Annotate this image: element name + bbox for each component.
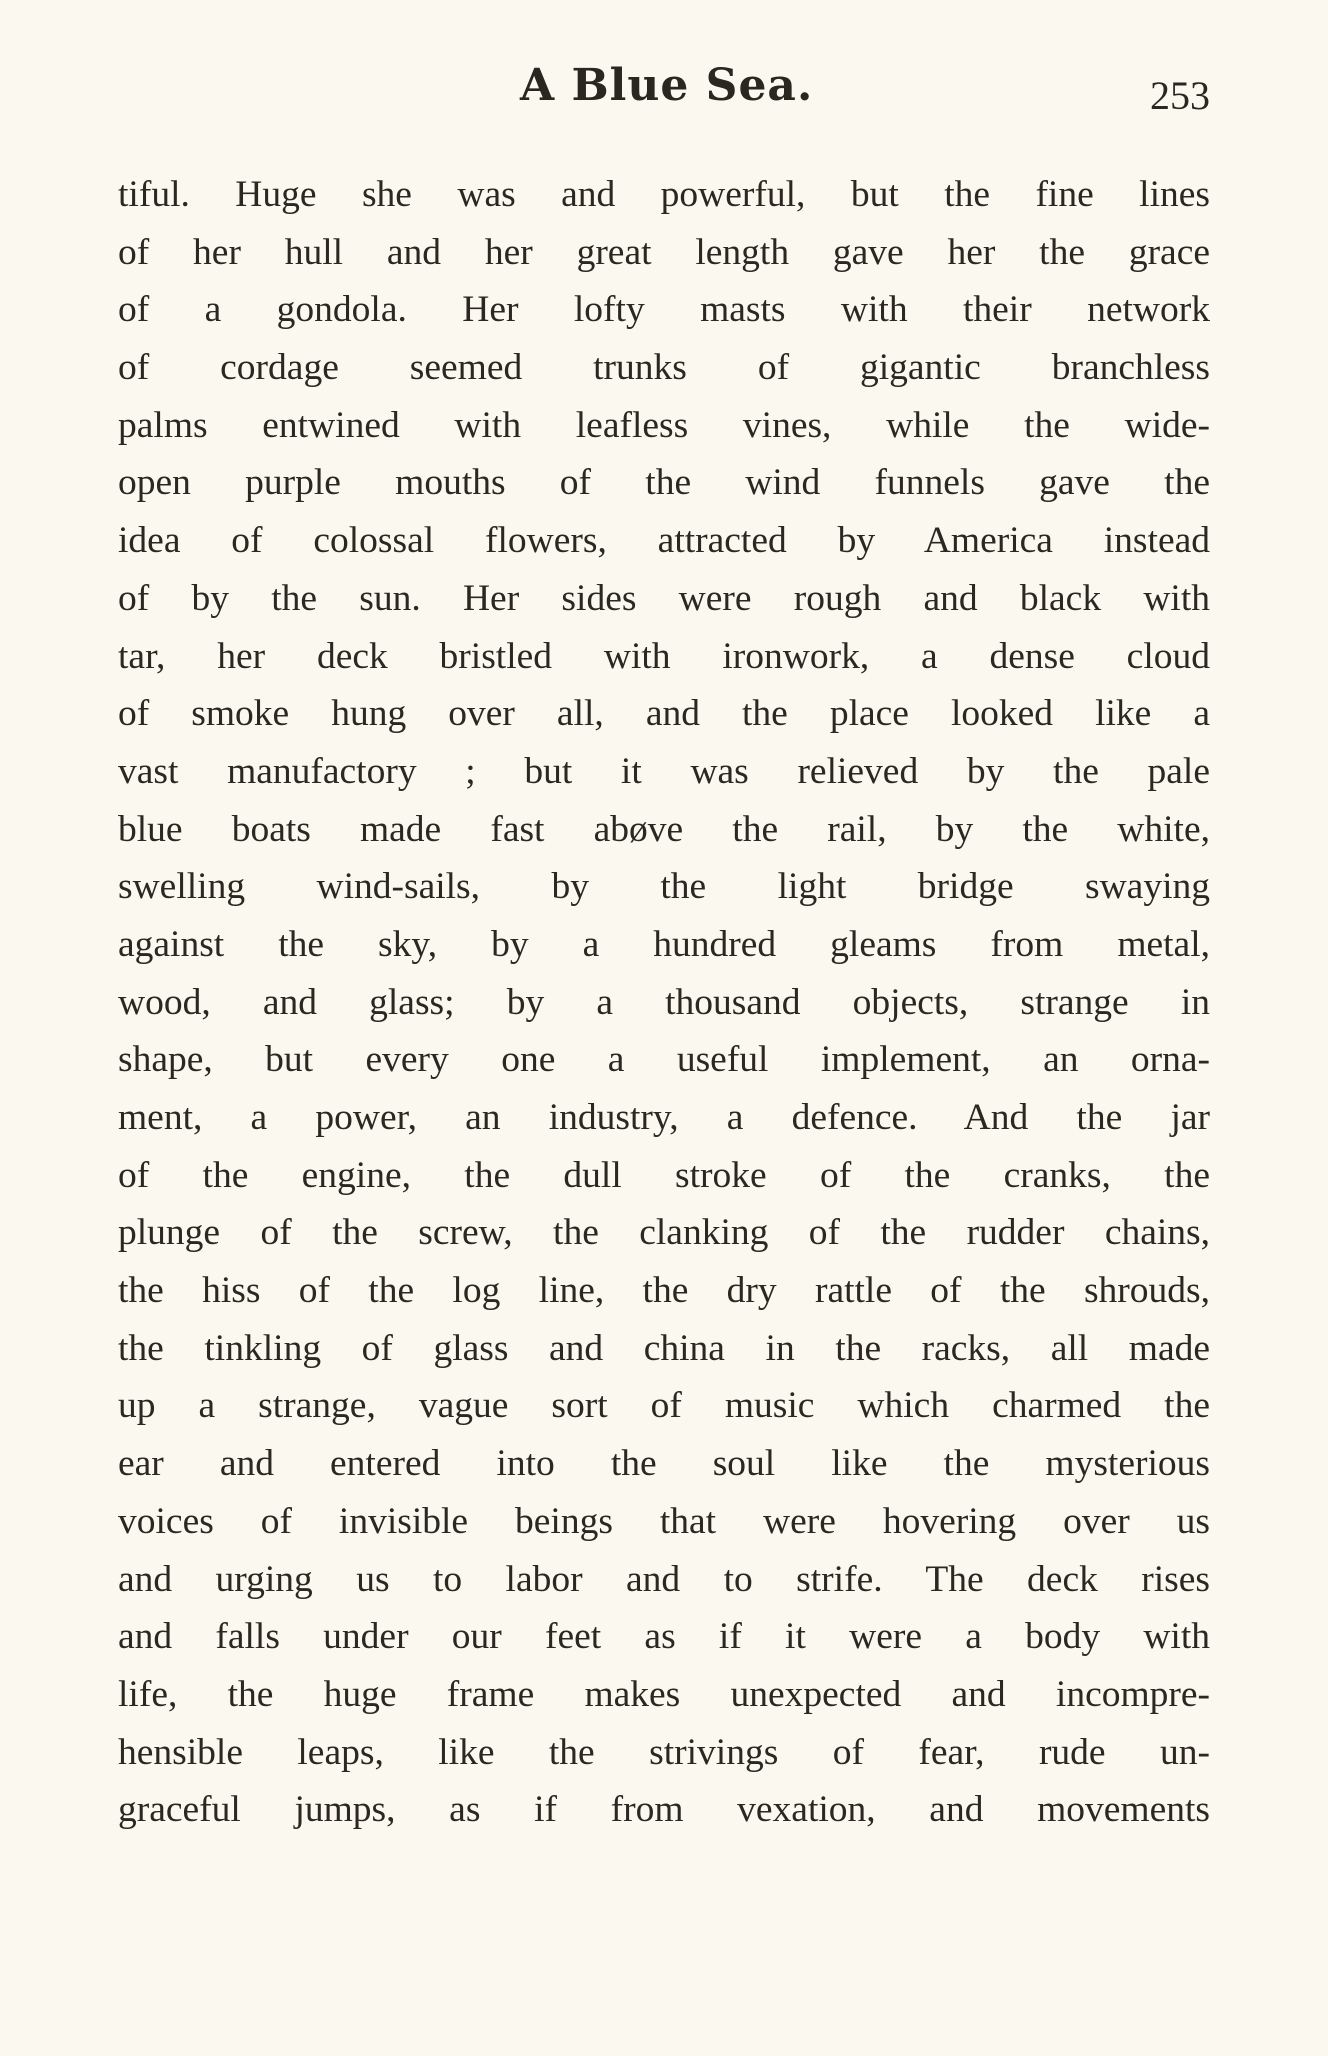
running-head [0, 60, 1328, 130]
text-line: of by the sun. Her sides were rough and black with [118, 577, 1210, 619]
text-line: of smoke hung over all, and the place looked like a [118, 693, 1210, 735]
text-line: tiful. Huge she was and powerful, but the fine lines [118, 174, 1210, 215]
body-text [118, 166, 1210, 1839]
text-line: ment, a power, an industry, a defence. And the jar [118, 1097, 1210, 1138]
text-line: plunge of the screw, the clanking of the rudder chains, [118, 1212, 1210, 1254]
text-line: the tinkling of glass and china in the racks, all made [118, 1327, 1210, 1369]
text-line: wood, and glass; by a thousand objects, strange in [118, 981, 1210, 1023]
text-line: idea of colossal flowers, attracted by America instead [118, 520, 1210, 562]
text-line: of her hull and her great length gave her the grace [118, 231, 1210, 273]
text-line: palms entwined with leafless vines, while the wide- [118, 404, 1210, 446]
text-line: hensible leaps, like the strivings of fear, rude un- [118, 1731, 1210, 1773]
text-line: open purple mouths of the wind funnels gave the [118, 462, 1210, 504]
text-line: life, the huge frame makes unexpected and incompre- [118, 1673, 1210, 1715]
text-line: shape, but every one a useful implement, an orna- [118, 1039, 1210, 1081]
text-line: and urging us to labor and to strife. The deck rises [118, 1558, 1210, 1600]
text-line: of a gondola. Her lofty masts with their network [118, 289, 1210, 331]
text-line: graceful jumps, as if from vexation, and movements [118, 1789, 1210, 1831]
text-line: voices of invisible beings that were hovering over us [118, 1500, 1210, 1542]
text-line: up a strange, vague sort of music which charmed the [118, 1385, 1210, 1427]
text-line: swelling wind-sails, by the light bridge swaying [118, 866, 1210, 908]
text-line: ear and entered into the soul like the mysterious [118, 1443, 1210, 1485]
text-line: vast manufactory ; but it was relieved by the pale [118, 750, 1210, 792]
text-line: tar, her deck bristled with ironwork, a dense cloud [118, 635, 1210, 677]
page-number: 253 [1150, 73, 1210, 118]
running-title: A Blue Sea. [520, 60, 814, 111]
text-line: of the engine, the dull stroke of the cranks, the [118, 1154, 1210, 1196]
text-line: the hiss of the log line, the dry rattle of the shrouds, [118, 1270, 1210, 1312]
text-line: of cordage seemed trunks of gigantic branchless [118, 347, 1210, 389]
text-line: and falls under our feet as if it were a body with [118, 1616, 1210, 1658]
text-line: blue boats made fast abøve the rail, by the white, [118, 808, 1210, 850]
text-line: against the sky, by a hundred gleams from metal, [118, 923, 1210, 965]
